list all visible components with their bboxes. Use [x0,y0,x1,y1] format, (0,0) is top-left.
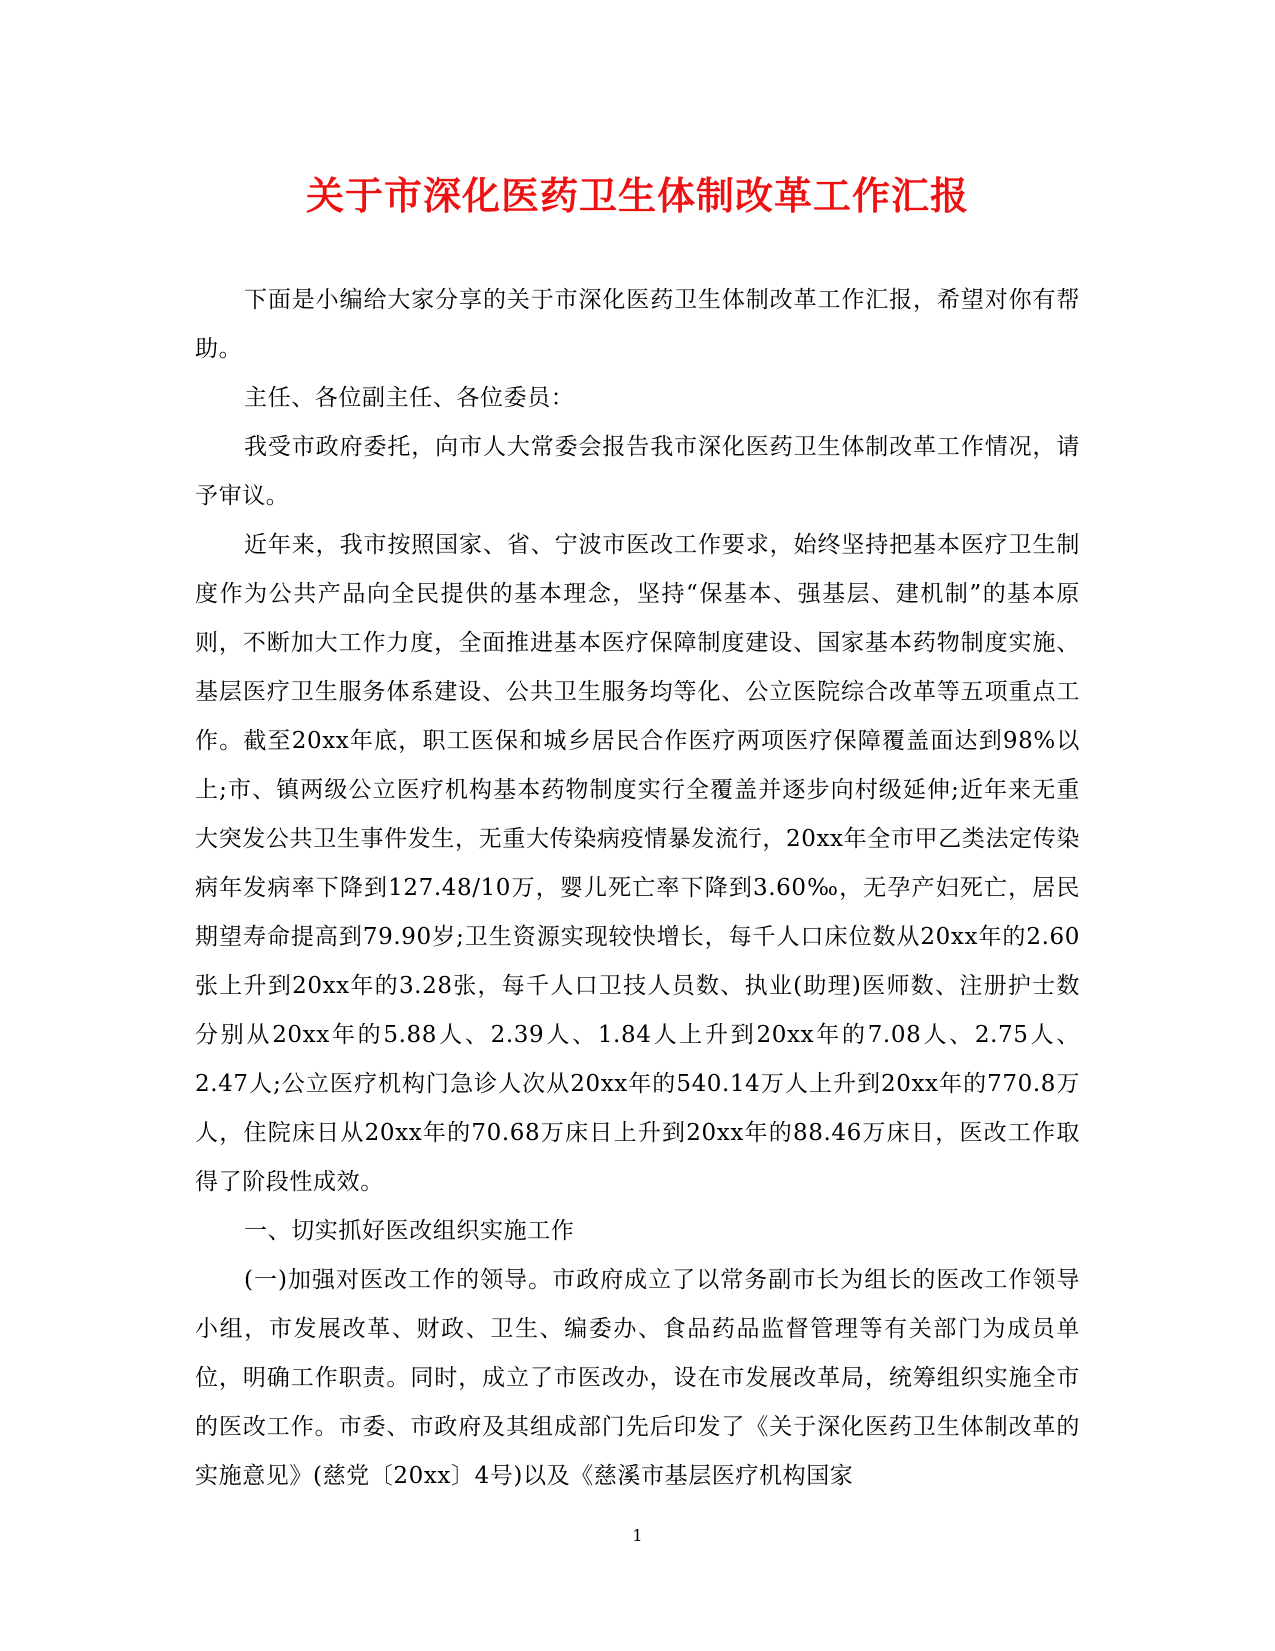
paragraph-overview: 近年来，我市按照国家、省、宁波市医改工作要求，始终坚持把基本医疗卫生制度作为公共产品向全民提供的基本理念，坚持“保基本、强基层、建机制”的基本原则，不断加大工作力度，全面推进基本医疗保障制度建设、国家基本药物制度实施、基层医疗卫生服务体系建设、公共卫生服务均等化、公立医院综合改革等五项重点工作。截至20xx年底，职工医保和城乡居民合作医疗两项医疗保障覆盖面达到98%以上;市、镇两级公立医疗机构基本药物制度实行全覆盖并逐步向村级延伸;近年来无重大突发公共卫生事件发生，无重大传染病疫情暴发流行，20xx年全市甲乙类法定传染病年发病率下降到127.48/10万，婴儿死亡率下降到3.60‰，无孕产妇死亡，居民期望寿命提高到79.90岁;卫生资源实现较快增长，每千人口床位数从20xx年的2.60张上升到20xx年的3.28张，每千人口卫技人员数、执业(助理)医师数、注册护士数分别从20xx年的5.88人、2.39人、1.84人上升到20xx年的7.08人、2.75人、2.47人;公立医疗机构门急诊人次从20xx年的540.14万人上升到20xx年的770.8万人，住院床日从20xx年的70.68万床日上升到20xx年的88.46万床日，医改工作取得了阶段性成效。 [195,532,1080,1195]
page-number: 1 [632,1526,643,1545]
section-heading-1: 一、切实抓好医改组织实施工作 [244,1218,575,1244]
document-body [195,276,1080,1501]
document-title: 关于市深化医药卫生体制改革工作汇报 [305,173,969,218]
paragraph-intro: 下面是小编给大家分享的关于市深化医药卫生体制改革工作汇报，希望对你有帮助。 [195,287,1080,362]
paragraph-opening: 我受市政府委托，向市人大常委会报告我市深化医药卫生体制改革工作情况，请予审议。 [195,434,1080,509]
paragraph-section-1-1: (一)加强对医改工作的领导。市政府成立了以常务副市长为组长的医改工作领导小组，市发展改革、财政、卫生、编委办、食品药品监督管理等有关部门为成员单位，明确工作职责。同时，成立了市医改办，设在市发展改革局，统筹组织实施全市的医改工作。市委、市政府及其组成部门先后印发了《关于深化医药卫生体制改革的实施意见》(慈党〔20xx〕4号)以及《慈溪市基层医疗机构国家 [195,1267,1080,1489]
paragraph-salutation: 主任、各位副主任、各位委员： [244,385,575,411]
